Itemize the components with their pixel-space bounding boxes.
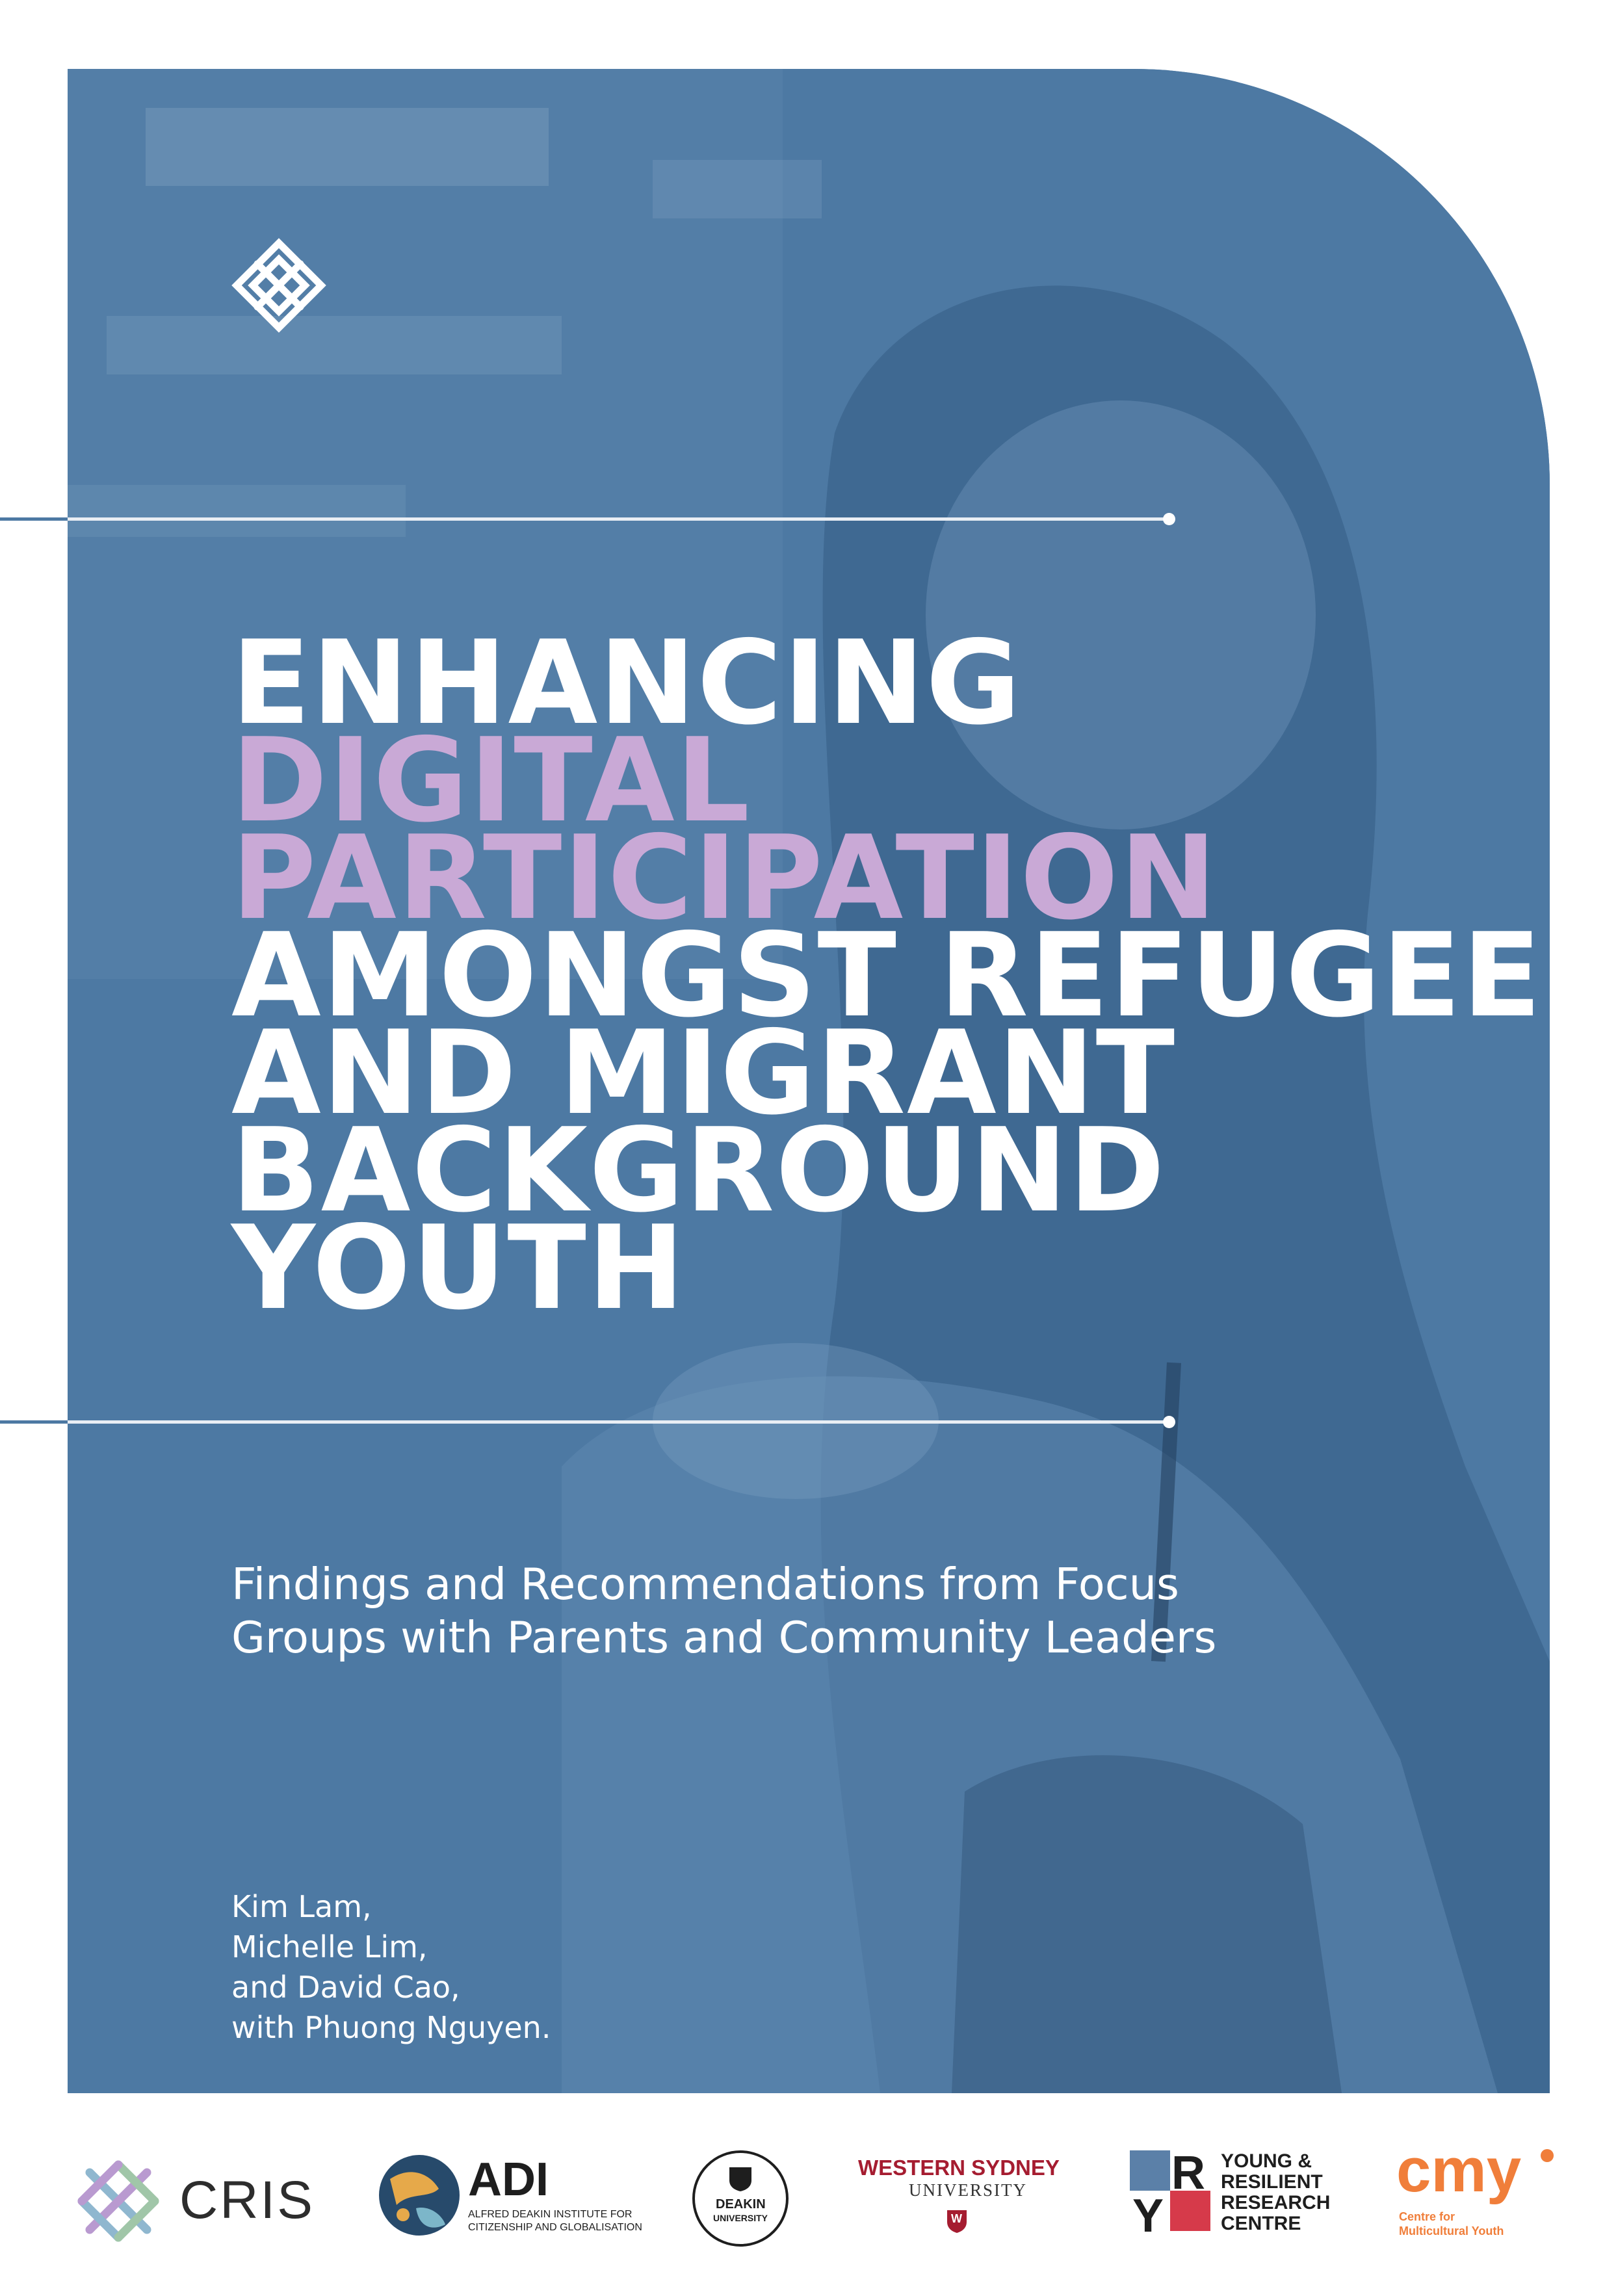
- yrrc-name-line: RESEARCH: [1221, 2192, 1331, 2213]
- cmy-logo: [1396, 2093, 1565, 2296]
- cmy-subtitle-line: Multicultural Youth: [1399, 2224, 1504, 2237]
- yrrc-logo: [1130, 2093, 1344, 2296]
- rule-end-dot: [1163, 1416, 1175, 1428]
- title-accent-line: DIGITAL: [231, 713, 751, 848]
- title-line: BACKGROUND: [231, 1103, 1166, 1238]
- woven-knot-icon: [77, 2159, 160, 2243]
- cover-panel: [68, 69, 1550, 2093]
- shield-icon: [728, 2166, 753, 2192]
- subtitle-line: Findings and Recommendations from Focus: [231, 1559, 1179, 1610]
- author-list: [231, 1886, 551, 2048]
- cris-wordmark: CRIS: [179, 2171, 315, 2230]
- title-bottom-rule: [0, 1420, 1170, 1424]
- cris-logo: [77, 2093, 315, 2296]
- yrrc-letter: Y: [1132, 2190, 1164, 2242]
- adi-logo: [377, 2093, 650, 2296]
- title-accent-line: PARTICIPATION: [231, 811, 1218, 945]
- wsu-wordmark: WESTERN SYDNEY: [858, 2156, 1060, 2180]
- wsu-shield-mark: W: [951, 2212, 962, 2225]
- rule-end-dot: [1163, 513, 1175, 525]
- author-line: Michelle Lim,: [231, 1929, 428, 1964]
- title-line: AND MIGRANT: [231, 1006, 1177, 1140]
- title-line: YOUTH: [231, 1201, 686, 1335]
- partner-logos: [0, 2093, 1618, 2296]
- adi-subtitle-line: CITIZENSHIP AND GLOBALISATION: [468, 2222, 642, 2233]
- deakin-subtitle: UNIVERSITY: [713, 2213, 768, 2223]
- deakin-wordmark: DEAKIN: [716, 2197, 766, 2211]
- wsu-logo: [858, 2093, 1066, 2296]
- title-line: ENHANCING: [231, 616, 1023, 750]
- yrrc-name-line: RESILIENT: [1221, 2171, 1323, 2193]
- cmy-wordmark: cmy: [1396, 2135, 1522, 2205]
- author-line: with Phuong Nguyen.: [231, 2010, 551, 2045]
- globe-icon: [377, 2153, 462, 2237]
- cmy-dot: [1541, 2149, 1554, 2162]
- subtitle-line: Groups with Parents and Community Leaders: [231, 1612, 1217, 1663]
- cmy-subtitle-line: Centre for: [1399, 2210, 1455, 2223]
- yrrc-name-line: YOUNG &: [1221, 2150, 1312, 2172]
- author-line: and David Cao,: [231, 1970, 460, 2005]
- woven-knot-icon: [230, 237, 328, 334]
- report-subtitle: [231, 1558, 1402, 1664]
- wsu-subtitle: UNIVERSITY: [909, 2180, 1027, 2200]
- author-line: Kim Lam,: [231, 1889, 372, 1924]
- yrrc-name-line: CENTRE: [1221, 2213, 1301, 2234]
- title-top-rule: [0, 517, 1170, 521]
- report-title: [231, 616, 1543, 1335]
- adi-wordmark: ADI: [468, 2154, 549, 2206]
- title-line: AMONGST REFUGEE: [231, 908, 1543, 1043]
- yrrc-letter: R: [1171, 2147, 1205, 2199]
- adi-subtitle-line: ALFRED DEAKIN INSTITUTE FOR: [468, 2209, 633, 2220]
- deakin-logo: [692, 2093, 796, 2296]
